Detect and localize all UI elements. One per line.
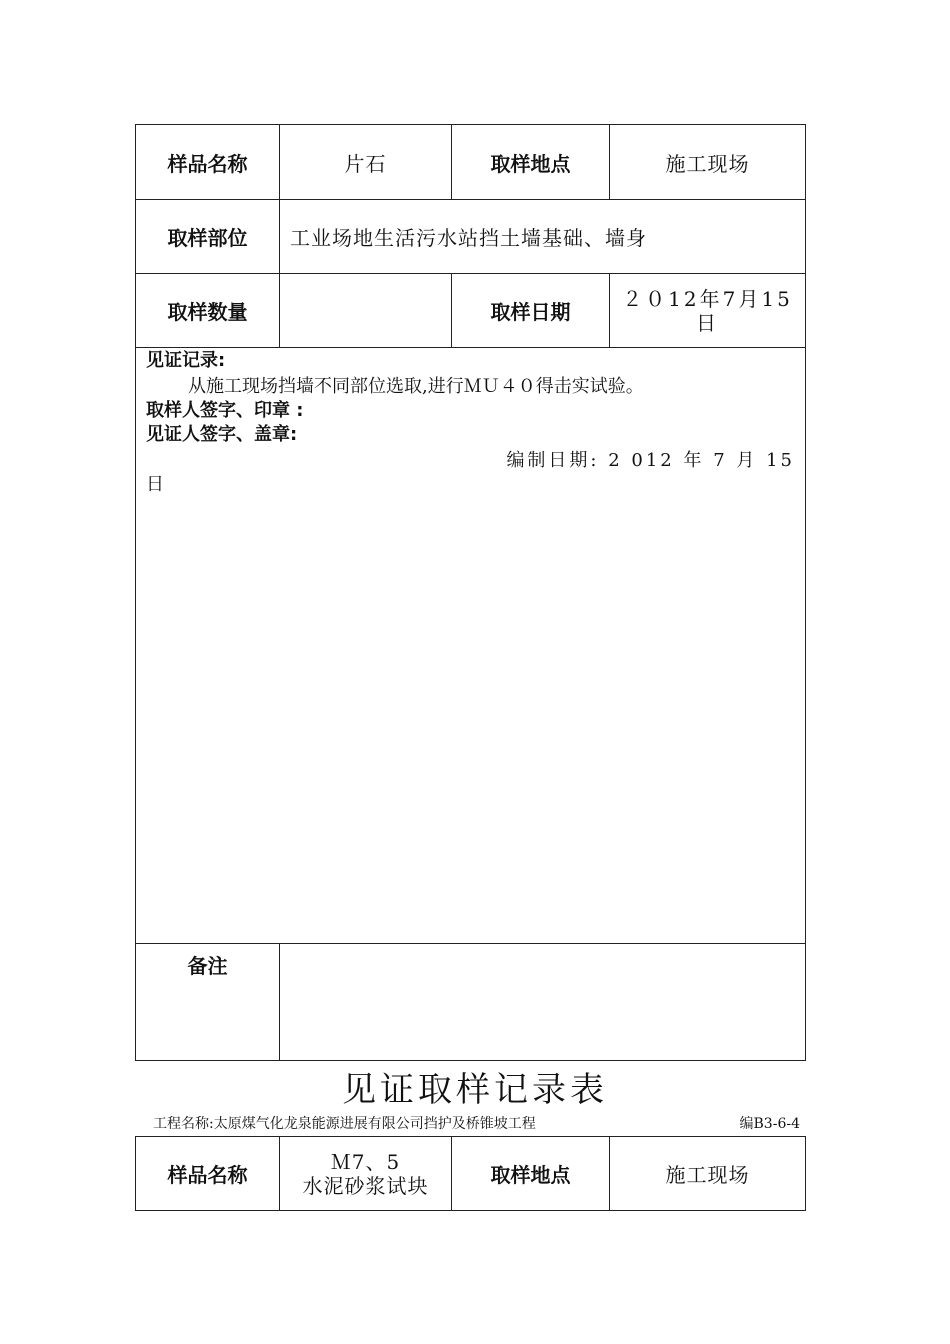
date-label: 取样日期 bbox=[452, 274, 610, 348]
date-line-2: 日 bbox=[696, 310, 719, 335]
row-sample-name-2 bbox=[136, 1137, 806, 1211]
remark-value bbox=[280, 944, 806, 1061]
qty-value bbox=[280, 274, 452, 348]
location-label: 取样地点 bbox=[452, 125, 610, 200]
date-value bbox=[610, 274, 806, 348]
remark-label: 备注 bbox=[136, 944, 280, 1061]
qty-label: 取样数量 bbox=[136, 274, 280, 348]
part-value: 工业场地生活污水站挡土墙基础、墙身 bbox=[280, 200, 806, 274]
project-name: 工程名称:太原煤气化龙泉能源进展有限公司挡护及桥锥坡工程 bbox=[153, 1116, 536, 1132]
row-qty-date bbox=[136, 274, 806, 348]
location-value: 施工现场 bbox=[610, 125, 806, 200]
sample-name-line-1: Ｍ7、5 bbox=[330, 1149, 401, 1174]
sample-name-label: 样品名称 bbox=[136, 125, 280, 200]
sample-name-label-2: 样品名称 bbox=[136, 1137, 280, 1211]
sample-name-value: 片石 bbox=[280, 125, 452, 200]
location-value-2: 施工现场 bbox=[610, 1137, 806, 1211]
row-remark bbox=[136, 944, 806, 1061]
row-sample-name bbox=[136, 125, 806, 200]
row-witness-record bbox=[136, 348, 806, 944]
witness-record-title: 见证记录: bbox=[146, 350, 226, 371]
sampling-form-1 bbox=[135, 124, 806, 1061]
sample-name-line-2: 水泥砂浆试块 bbox=[302, 1173, 429, 1198]
part-label: 取样部位 bbox=[136, 200, 280, 274]
date-line-1: ２０12年7月15 bbox=[622, 286, 793, 311]
compile-date: 编制日期: 2 012 年 7 月 15 bbox=[506, 450, 795, 471]
form-code: 编B3-6-4 bbox=[739, 1116, 800, 1132]
witness-record-text: 从施工现场挡墙不同部位选取,进行ＭＵ４０得击实试验。 bbox=[188, 376, 644, 397]
compile-date-tail: 日 bbox=[146, 474, 164, 495]
sampler-signature-label: 取样人签字、印章 : bbox=[146, 400, 304, 421]
witness-signature-label: 见证人签字、盖章: bbox=[146, 424, 298, 445]
location-label-2: 取样地点 bbox=[452, 1137, 610, 1211]
sampling-form-2 bbox=[135, 1136, 806, 1211]
row-part bbox=[136, 200, 806, 274]
sample-name-value-2 bbox=[280, 1137, 452, 1211]
witness-record-cell bbox=[136, 348, 806, 944]
form-title: 见证取样记录表 bbox=[342, 1070, 608, 1110]
